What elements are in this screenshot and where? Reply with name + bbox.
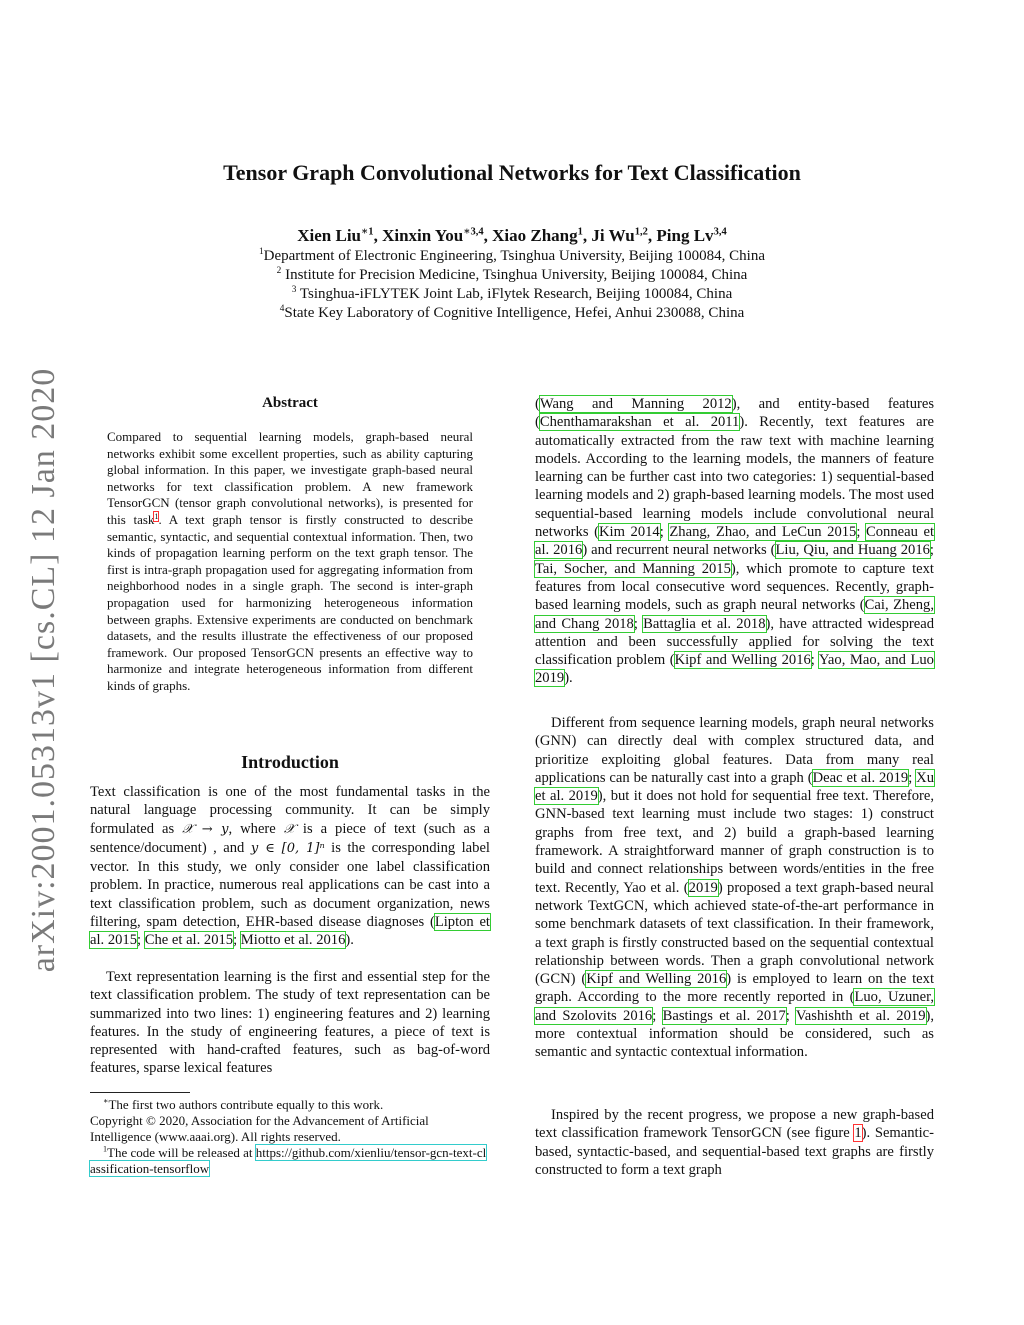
citation-link[interactable]: Conneau et al. 2016: [535, 524, 935, 559]
body-text: ), have attracted widespread attention and been successfully applied for solving the text classification problem (: [535, 615, 934, 669]
footnote-mark: ∗: [103, 1096, 109, 1106]
body-text: ), which promote to capture text features from local consecutive word sequences. Recently, graph-based learning models, such as graph neural networks (: [535, 560, 934, 614]
affiliation: [0, 305, 1024, 322]
body-text: Text classification is one of the most fundamental tasks in the natural language processing community. It can be simply formulated as: [90, 784, 490, 837]
citation-link[interactable]: Zhang, Zhao, and LeCun 2015: [669, 524, 857, 541]
affiliation-text: State Key Laboratory of Cognitive Intelligence, Hefei, Anhui 230088, China: [284, 305, 745, 321]
body-text: is a piece of text (such as a sentence/document) , and: [90, 820, 490, 856]
author-name: Xiao Zhang: [492, 226, 578, 245]
math-expression: y ∈ [0, 1]ⁿ: [250, 840, 325, 856]
body-text: ), and entity-based features (: [535, 396, 935, 431]
right-paragraph-1: (Wang and Manning 2012), and entity-based features (Chenthamarakshan et al. 2011). Recently, text features are automatically extracted from the raw text with machine learning models. According to the learning models, the manners of feature learning can be further cast into two categories: 1) sequential-based learning models and 2) graph-based learning models. The most used sequential-based learning models include convolutional neural networks (Kim 2014; Zhang, Zhao, and LeCun 2015; Conneau et al. 2016) and recurrent neural networks (Liu, Qiu, and Huang 2016; Tai, Socher, and Manning 2015), which promote to capture text features from local consecutive word sequences. Recently, graph-based learning models, such as graph neural networks (Cai, Zheng, and Chang 2018; Battaglia et al. 2018), have attracted widespread attention and been successfully applied for solving the text classification problem (Kipf and Welling 2016; Yao, Mao, and Luo 2019).: [535, 396, 935, 687]
citation-link[interactable]: 2019: [688, 879, 718, 896]
affiliation-text: Institute for Precision Medicine, Tsinghua University, Beijing 100084, China: [281, 267, 748, 283]
citation-link[interactable]: Tai, Socher, and Manning 2015: [535, 560, 731, 577]
math-expression: 𝒳 → y: [182, 821, 229, 837]
body-text: ). Semantic-based, syntactic-based, and sequential-based text graphs are firstly constructed to form a text graph: [535, 1125, 934, 1178]
author-name: Xien Liu: [297, 226, 362, 245]
footnote: [90, 1097, 490, 1113]
body-text: ). Recently, text features are automatically extracted from the raw text with machine learning models. According to the learning models, the manners of feature learning can be further cast into two categories: 1) sequential-based learning models and 2) graph-based learning models. The most used sequential-based learning models include convolutional neural networks (: [535, 414, 934, 541]
citation-link[interactable]: Kim 2014: [598, 524, 660, 541]
affiliation-mark: 3: [291, 285, 297, 295]
section-heading-introduction: Introduction: [241, 752, 339, 772]
body-text: , where: [228, 820, 284, 837]
author-name: Ji Wu: [591, 226, 635, 245]
affiliation-text: Tsinghua-iFLYTEK Joint Lab, iFlytek Research, Beijing 100084, China: [296, 286, 733, 302]
body-text: ) is employed to learn on the text graph. According to the more recently reported in (: [535, 971, 934, 1006]
affiliation-mark: 2: [276, 266, 282, 276]
code-url-link[interactable]: https://github.com/xienliu/tensor-gcn-text-classification-tensorflow: [90, 1145, 487, 1176]
author-list: Xien Liu$^{∗1}$, Xinxin You$^{∗3,4}$, Xiao Zhang$^1$, Ji Wu$^{1,2}$, Ping Lv$^{3,4}$: [297, 226, 727, 245]
citation-link[interactable]: Bastings et al. 2017: [662, 1007, 786, 1024]
right-paragraph-2: Different from sequence learning models, graph neural networks (GNN) can directly deal with complex structured data, and prioritize exploiting global features. Data from many real applications can be naturally cast into a graph (Deac et al. 2019; Xu et al. 2019), but it does not hold for sequential free text. Therefore, GNN-based text learning must include two stages: 1) construct graphs from free text, and 2) build a graph-based learning framework. A straightforward manner of graph construction is to build and connect relationships between words/entities in the free text. Recently, Yao et al. (2019) proposed a text graph-based neural network TextGCN, which achieved state-of-the-art performance in some benchmark datasets of text classification. In their framework, a text graph is firstly constructed based on the sequential contextual relationship between words. Then a graph convolutional network (GCN) (Kipf and Welling 2016) is employed to learn on the text graph. According to the more recently reported in (Luo, Uzuner, and Szolovits 2016; Bastings et al. 2017; Vashishth et al. 2019), more contextual information should be considered, such as semantic and syntactic contextual information.: [535, 715, 935, 1061]
citation-link[interactable]: Miotto et al. 2016: [240, 932, 346, 949]
abstract-text: Compared to sequential learning models, graph-based neural networks exhibit some excellent properties, such as ability capturing global information. In this paper, we investigate graph-based neural networks for text classification problem. A new framework TensorGCN (tensor graph convolutional networks), is presented for this task: [107, 429, 473, 527]
right-paragraph-3: [535, 1106, 934, 1179]
author-mark: ∗3,4: [463, 226, 484, 238]
intro-paragraph-1: Text classification is one of the most fundamental tasks in the natural language processing community. It can be simply formulated as 𝒳 → y, where 𝒳 is a piece of text (such as a sentence/document) , and y ∈ [0, 1]ⁿ is the corresponding label vector. In this study, we only consider one label classification problem. In practice, numerous real applications can be cast into a text classification problem, such as document organization, news filtering, spam detection, EHR-based disease diagnoses (Lipton et al. 2015; Che et al. 2015; Miotto et al. 2016).: [90, 784, 490, 949]
affiliation: [0, 267, 1024, 284]
citation-link[interactable]: Cai, Zheng, and Chang 2018: [535, 597, 934, 632]
citation-link[interactable]: Kipf and Welling 2016: [586, 971, 727, 988]
citation-link[interactable]: Vashishth et al. 2019: [795, 1007, 926, 1024]
affiliation-mark: 1: [259, 247, 264, 257]
citation-link[interactable]: Xu et al. 2019: [535, 769, 935, 805]
math-expression: 𝒳: [283, 821, 295, 837]
abstract-heading: Abstract: [262, 395, 318, 411]
intro-paragraph-2: Text representation learning is the first and essential step for the text classification problem. The study of text representation can be summarized into two lines: 1) engineering features and 2) learning features. In the study of engineering features, a piece of text is represented with hand-crafted features, such as bag-of-word features, sparse lexical features: [90, 969, 490, 1077]
author-mark: 1,2: [634, 226, 648, 238]
affiliation-mark: 4: [279, 304, 285, 314]
citation-link[interactable]: Battaglia et al. 2018: [643, 615, 766, 632]
citation-link[interactable]: Luo, Uzuner, and Szolovits 2016: [535, 989, 934, 1024]
author-mark: 1: [577, 226, 583, 238]
body-text: ).: [345, 932, 354, 949]
body-text: ), more contextual information should be considered, such as semantic and syntactic contextual information.: [535, 1007, 935, 1061]
footnote: [90, 1145, 490, 1177]
body-text: ), but it does not hold for sequential free text. Therefore, GNN-based text learning must include two stages: 1) construct graphs from free text, and 2) build a graph-based learning framework. A straightforward manner of graph construction is to build and connect relationships between words/entities in the free text. Recently, Yao et al. (: [535, 788, 934, 896]
affiliation: [0, 286, 1024, 303]
arxiv-id: arXiv:2001.05313v1 [cs.CL] 12 Jan 2020: [25, 367, 62, 973]
footnote-text: The code will be released at: [107, 1145, 256, 1160]
author-mark: ∗1: [361, 226, 374, 238]
citation-link[interactable]: Lipton et al. 2015: [90, 914, 490, 949]
citation-link[interactable]: Wang and Manning 2012: [539, 396, 732, 412]
author-mark: 3,4: [713, 226, 727, 238]
author-name: Xinxin You: [382, 226, 464, 245]
paper-title: Tensor Graph Convolutional Networks for Text Classification: [223, 160, 801, 185]
affiliation: [0, 248, 1024, 265]
abstract-text: . A text graph tensor is firstly constructed to describe semantic, syntactic, and sequential contextual information. Then, two kinds of propagation learning perform on the text graph tensor. The first is intra-graph propagation used for aggregating information from neighborhood nodes in a single graph. The second is inter-graph propagation used for harmonizing heterogeneous information between graphs. Extensive experiments are conducted on benchmark datasets, and the results illustrate the effectiveness of our proposed framework. Our proposed TensorGCN presents an effective way to harmonize and integrate heterogeneous information from different kinds of graphs.: [107, 511, 473, 693]
body-text: Different from sequence learning models, graph neural networks (GNN) can directly deal with complex structured data, and prioritize exploiting global features. Data from many real applications can be naturally cast into a graph (: [535, 715, 934, 786]
body-text: ) and recurrent neural networks (: [582, 542, 776, 559]
body-text: ).: [564, 670, 573, 687]
body-text: ) proposed a text graph-based neural network TextGCN, which achieved state-of-the-art performance in some benchmark datasets of text classification. In their framework, a text graph is firstly constructed based on the sequential contextual relationship between words. Then a graph convolutional network (GCN) (: [535, 879, 934, 988]
citation-link[interactable]: Kipf and Welling 2016: [674, 652, 811, 669]
citation-link[interactable]: Chenthamarakshan et al. 2011: [539, 414, 740, 431]
citation-link[interactable]: Liu, Qiu, and Huang 2016: [775, 542, 930, 559]
body-text: Inspired by the recent progress, we propose a new graph-based text classification framework TensorGCN (see figure: [535, 1107, 934, 1142]
footnote-text: The first two authors contribute equally to this work.: [108, 1097, 384, 1112]
footnote-mark: 1: [103, 1144, 108, 1154]
copyright-notice: Copyright © 2020, Association for the Advancement of Artificial Intelligence (www.aaai.org). All rights reserved.: [90, 1113, 429, 1144]
body-text: is the corresponding label vector. In this study, we only consider one label classification problem. In practice, numerous real applications can be cast into a text classification problem, such as document organization, news filtering, spam detection, EHR-based disease diagnoses (: [90, 839, 490, 931]
abstract-body: [107, 429, 473, 695]
footnote-divider: [90, 1092, 190, 1093]
figure-ref-link[interactable]: 1: [854, 1125, 862, 1142]
author-name: Ping Lv: [656, 226, 714, 245]
citation-link[interactable]: Che et al. 2015: [144, 932, 234, 949]
footnote-ref[interactable]: 1: [154, 511, 159, 521]
affiliation-text: Department of Electronic Engineering, Tsinghua University, Beijing 100084, China: [263, 248, 765, 264]
citation-link[interactable]: Yao, Mao, and Luo 2019: [535, 652, 934, 687]
citation-link[interactable]: Deac et al. 2019: [812, 769, 909, 786]
